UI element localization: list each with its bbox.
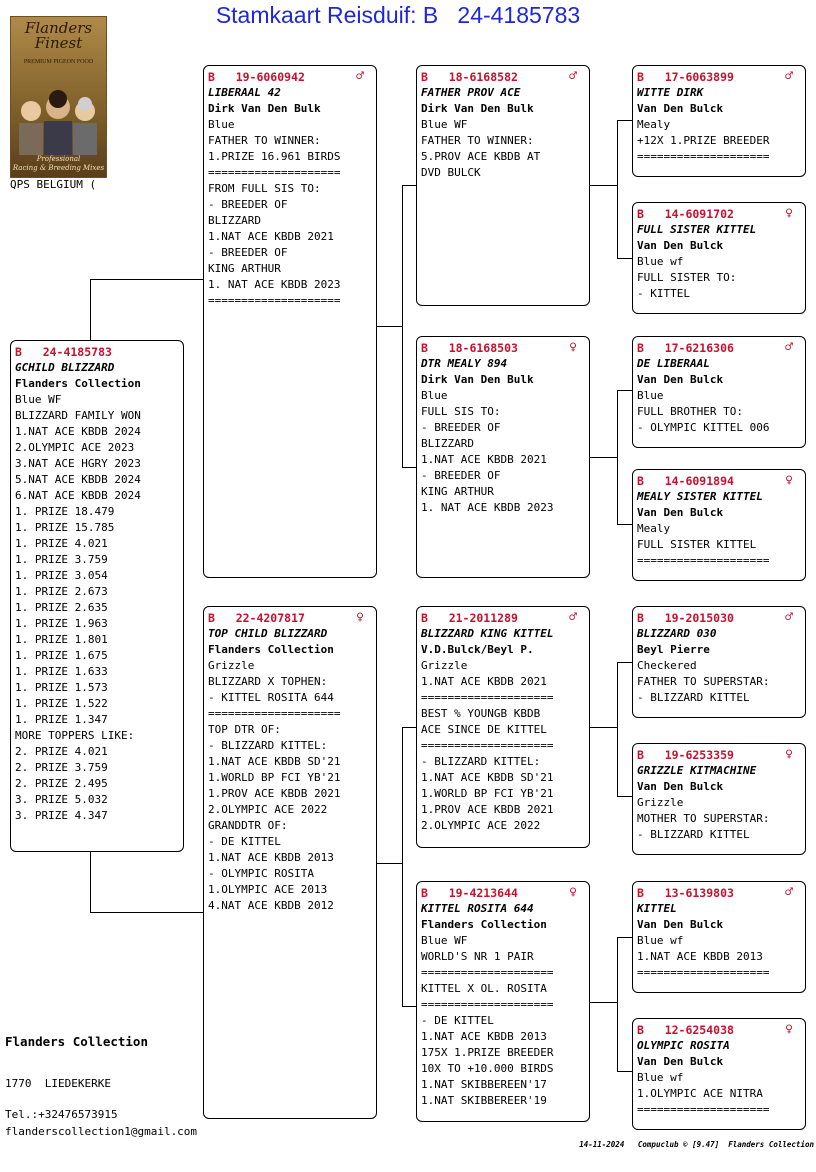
pedigree-note-line: ====================: [421, 739, 554, 752]
pigeon-card-mf-father[interactable]: [632, 606, 806, 718]
pigeon-name: TOP CHILD BLIZZARD: [208, 627, 328, 640]
pedigree-note-line: ACE SINCE DE KITTEL: [421, 723, 547, 736]
pigeon-color: Blue: [208, 118, 235, 131]
connector: [617, 258, 633, 259]
owner-name: Flanders Collection: [421, 918, 547, 931]
pigeon-name: KITTEL ROSITA 644: [421, 902, 534, 915]
pedigree-note-line: - BREEDER OF: [208, 246, 288, 259]
pedigree-note-line: 1.NAT ACE KBDB 2013: [208, 851, 334, 864]
pigeon-card-mother-father[interactable]: [416, 606, 590, 848]
pedigree-note-line: GRANDDTR OF:: [208, 819, 288, 832]
pigeon-name: GRIZZLE KITMACHINE: [637, 764, 757, 777]
pedigree-note-line: ====================: [637, 150, 770, 163]
connector: [402, 185, 403, 467]
male-icon: ♂: [356, 69, 364, 84]
pigeon-name: FULL SISTER KITTEL: [637, 223, 757, 236]
ring-number-row: [637, 610, 801, 626]
qps-label: QPS BELGIUM (: [10, 178, 97, 191]
male-icon: ♂: [785, 340, 793, 355]
ring-number-row: [421, 69, 585, 85]
pedigree-note-line: 1. PRIZE 1.347: [15, 713, 108, 726]
pigeon-color: Mealy: [637, 522, 671, 535]
pedigree-note-line: ====================: [637, 554, 770, 567]
pedigree-note-line: 6.NAT ACE KBDB 2024: [15, 489, 141, 502]
pedigree-note-line: - BREEDER OF: [421, 469, 501, 482]
pedigree-note-line: 1.NAT ACE KBDB 2021: [421, 453, 547, 466]
pedigree-note-line: 1. PRIZE 1.675: [15, 649, 108, 662]
sex-icon: [171, 344, 179, 360]
connector: [90, 279, 204, 280]
connector: [617, 937, 633, 938]
pedigree-note-line: 1. PRIZE 18.479: [15, 505, 115, 518]
ring-number: B 19-2015030: [637, 611, 734, 625]
pedigree-note-line: 1.NAT ACE KBDB 2021: [208, 230, 334, 243]
pedigree-note-line: 2. PRIZE 2.495: [15, 777, 108, 790]
male-icon: ♂: [785, 885, 793, 900]
connector: [589, 1002, 617, 1003]
connector: [589, 185, 617, 186]
pigeon-card-mother-mother[interactable]: [416, 881, 590, 1122]
pigeon-card-ff-mother[interactable]: [632, 202, 806, 314]
pedigree-note-line: - BLIZZARD KITTEL:: [208, 739, 328, 752]
pedigree-note-line: 2. PRIZE 4.021: [15, 745, 108, 758]
pedigree-note-line: 2.OLYMPIC ACE 2022: [421, 819, 541, 832]
connector: [376, 863, 402, 864]
pedigree-note-line: - BLIZZARD KITTEL: [637, 691, 750, 704]
logo-tagline: Professional Racing & Breeding Mixes: [12, 155, 105, 172]
ring-number: B 18-6168582: [421, 70, 518, 84]
pedigree-note-line: ====================: [208, 294, 341, 307]
pedigree-note-line: - KITTEL: [637, 287, 690, 300]
pedigree-note-line: KING ARTHUR: [208, 262, 281, 275]
ring-number-row: [637, 885, 801, 901]
pedigree-note-line: 10X TO +10.000 BIRDS: [421, 1062, 554, 1075]
pigeon-color: Blue: [637, 389, 664, 402]
ring-number: B 17-6216306: [637, 341, 734, 355]
pedigree-note-line: 5.NAT ACE KBDB 2024: [15, 473, 141, 486]
pigeon-card-mm-father[interactable]: [632, 881, 806, 993]
owner-name: Van Den Bulck: [637, 373, 724, 386]
pedigree-note-line: FATHER TO WINNER:: [208, 134, 321, 147]
ring-number-row: [208, 69, 372, 85]
ring-number: B 12-6254038: [637, 1023, 734, 1037]
pedigree-note-line: 1. PRIZE 1.573: [15, 681, 108, 694]
pedigree-note-line: 3.NAT ACE HGRY 2023: [15, 457, 141, 470]
pedigree-note-line: 2.OLYMPIC ACE 2023: [15, 441, 135, 454]
pedigree-note-line: DVD BULCK: [421, 166, 481, 179]
connector: [402, 727, 417, 728]
page-title: Stamkaart Reisduif: B 24-4185783: [215, 2, 581, 28]
pedigree-note-line: 1. PRIZE 3.759: [15, 553, 108, 566]
pedigree-note-line: FATHER TO WINNER:: [421, 134, 534, 147]
ring-number: B 13-6139803: [637, 886, 734, 900]
female-icon: ♀: [569, 340, 577, 355]
connector: [617, 1071, 633, 1072]
ring-number-row: [421, 340, 585, 356]
footer-email[interactable]: flanderscollection1@gmail.com: [5, 1125, 198, 1138]
female-icon: ♀: [785, 1022, 793, 1037]
pedigree-note-line: FROM FULL SIS TO:: [208, 182, 321, 195]
connector: [402, 467, 417, 468]
pedigree-note-line: KING ARTHUR: [421, 485, 494, 498]
flanders-finest-logo: [10, 16, 107, 178]
owner-name: Dirk Van Den Bulk: [421, 373, 534, 386]
ring-number-row: [15, 344, 179, 360]
pigeon-card-ff-father[interactable]: [632, 65, 806, 177]
owner-name: Flanders Collection: [208, 643, 334, 656]
pedigree-note-line: - BREEDER OF: [208, 198, 288, 211]
pedigree-note-line: MORE TOPPERS LIKE:: [15, 729, 135, 742]
pedigree-note-line: WORLD'S NR 1 PAIR: [421, 950, 534, 963]
pigeon-color: Blue wf: [637, 934, 684, 947]
pedigree-note-line: 1.NAT ACE KBDB 2024: [15, 425, 141, 438]
pigeon-name: DE LIBERAAL: [637, 357, 710, 370]
connector: [589, 457, 617, 458]
female-icon: ♀: [785, 473, 793, 488]
pedigree-note-line: 1.NAT SKIBBEREER'19: [421, 1094, 547, 1107]
pedigree-note-line: 1.NAT ACE KBDB SD'21: [208, 755, 341, 768]
pigeon-color: Blue WF: [421, 118, 468, 131]
pedigree-note-line: 5.PROV ACE KBDB AT: [421, 150, 541, 163]
pedigree-note-line: ====================: [421, 998, 554, 1011]
pedigree-note-line: 1. PRIZE 4.021: [15, 537, 108, 550]
owner-name: Van Den Bulck: [637, 506, 724, 519]
pedigree-note-line: 1. PRIZE 1.801: [15, 633, 108, 646]
pedigree-note-line: 1.PROV ACE KBDB 2021: [208, 787, 341, 800]
owner-name: Van Den Bulck: [637, 239, 724, 252]
ring-number-row: [208, 610, 372, 626]
pigeon-card-mf-mother[interactable]: [632, 743, 806, 855]
pigeon-name: MEALY SISTER KITTEL: [637, 490, 763, 503]
pigeon-card-father-father[interactable]: [416, 65, 590, 306]
ring-number: B 19-6253359: [637, 748, 734, 762]
ring-number-row: [421, 885, 585, 901]
pedigree-note-line: ====================: [208, 707, 341, 720]
owner-name: Van Den Bulck: [637, 918, 724, 931]
pigeon-color: Grizzle: [208, 659, 255, 672]
connector: [617, 937, 618, 1071]
pedigree-note-line: 1. NAT ACE KBDB 2023: [208, 278, 341, 291]
pedigree-note-line: 1. PRIZE 2.673: [15, 585, 108, 598]
pedigree-note-line: ====================: [421, 966, 554, 979]
pedigree-note-line: BLIZZARD: [421, 437, 474, 450]
pedigree-note-line: ====================: [637, 1103, 770, 1116]
connector: [589, 727, 617, 728]
owner-name: V.D.Bulck/Beyl P.: [421, 643, 534, 656]
male-icon: ♂: [785, 69, 793, 84]
footer-owner-name: Flanders Collection: [5, 1034, 148, 1049]
owner-name: Van Den Bulck: [637, 1055, 724, 1068]
ring-number: B 21-2011289: [421, 611, 518, 625]
connector: [402, 727, 403, 1006]
pedigree-note-line: 1.WORLD BP FCI YB'21: [208, 771, 341, 784]
pigeon-color: Blue wf: [637, 1071, 684, 1084]
pedigree-note-line: - DE KITTEL: [208, 835, 281, 848]
pigeon-card-father-mother[interactable]: [416, 336, 590, 578]
pedigree-note-line: +12X 1.PRIZE BREEDER: [637, 134, 770, 147]
pigeon-color: Blue wf: [637, 255, 684, 268]
pedigree-note-line: 1.OLYMPIC ACE NITRA: [637, 1087, 763, 1100]
ring-number: B 22-4207817: [208, 611, 305, 625]
owner-name: Flanders Collection: [15, 377, 141, 390]
pedigree-note-line: 1. PRIZE 2.635: [15, 601, 108, 614]
pedigree-note-line: 1.OLYMPIC ACE 2013: [208, 883, 328, 896]
pigeon-card-main[interactable]: [10, 340, 184, 852]
connector: [617, 120, 633, 121]
pigeon-name: KITTEL: [637, 902, 677, 915]
pedigree-note-line: FULL SIS TO:: [421, 405, 501, 418]
pedigree-note-line: 1. PRIZE 1.633: [15, 665, 108, 678]
pigeon-color: Blue: [421, 389, 448, 402]
connector: [617, 662, 618, 796]
pigeon-card-mm-mother[interactable]: [632, 1018, 806, 1130]
pedigree-note-line: FATHER TO SUPERSTAR:: [637, 675, 770, 688]
connector: [617, 524, 633, 525]
pedigree-note-line: BLIZZARD: [208, 214, 261, 227]
connector: [376, 326, 402, 327]
ring-number: B 17-6063899: [637, 70, 734, 84]
pigeon-card-mother[interactable]: [203, 606, 377, 1119]
pigeon-color: Checkered: [637, 659, 697, 672]
pedigree-note-line: FULL BROTHER TO:: [637, 405, 743, 418]
female-icon: ♀: [785, 206, 793, 221]
pedigree-note-line: - BLIZZARD KITTEL:: [421, 755, 541, 768]
print-stamp: 14-11-2024 Compuclub © [9.47] Flanders Collection: [579, 1140, 814, 1149]
pedigree-note-line: FULL SISTER KITTEL: [637, 538, 757, 551]
pedigree-note-line: 1.NAT ACE KBDB 2013: [421, 1030, 547, 1043]
ring-number: B 19-4213644: [421, 886, 518, 900]
ring-number-row: [637, 69, 801, 85]
pigeon-name: GCHILD BLIZZARD: [15, 361, 115, 374]
pigeon-card-father[interactable]: [203, 65, 377, 578]
owner-name: Van Den Bulck: [637, 102, 724, 115]
pigeon-color: Blue WF: [421, 934, 468, 947]
footer-address: 1770 LIEDEKERKE: [5, 1077, 111, 1090]
pigeon-name: BLIZZARD KING KITTEL: [421, 627, 554, 640]
ring-number: B 24-4185783: [15, 345, 112, 359]
pedigree-note-line: BLIZZARD FAMILY WON: [15, 409, 141, 422]
connector: [90, 912, 204, 913]
pigeon-color: Mealy: [637, 118, 671, 131]
pigeon-color: Blue WF: [15, 393, 62, 406]
female-icon: ♀: [785, 747, 793, 762]
pigeon-color: Grizzle: [637, 796, 684, 809]
pigeon-name: DTR MEALY 894: [421, 357, 508, 370]
ring-number-row: [637, 206, 801, 222]
pedigree-note-line: 1.PROV ACE KBDB 2021: [421, 803, 554, 816]
connector: [617, 390, 618, 524]
ring-number-row: [637, 747, 801, 763]
connector: [402, 1006, 417, 1007]
pedigree-note-line: ====================: [637, 966, 770, 979]
pedigree-note-line: 1. NAT ACE KBDB 2023: [421, 501, 554, 514]
connector: [90, 851, 91, 912]
pedigree-note-line: 1.NAT ACE KBDB SD'21: [421, 771, 554, 784]
owner-name: Van Den Bulck: [637, 780, 724, 793]
owner-name: Beyl Pierre: [637, 643, 710, 656]
pedigree-note-line: KITTEL X OL. ROSITA: [421, 982, 547, 995]
pedigree-note-line: 1.NAT SKIBBEREEN'17: [421, 1078, 547, 1091]
pedigree-note-line: 1. PRIZE 15.785: [15, 521, 115, 534]
pigeon-card-fm-father[interactable]: [632, 336, 806, 448]
ring-number: B 14-6091702: [637, 207, 734, 221]
female-icon: ♀: [356, 610, 364, 625]
pedigree-note-line: 1.NAT ACE KBDB 2021: [421, 675, 547, 688]
pedigree-note-line: - OLYMPIC KITTEL 006: [637, 421, 770, 434]
logo-subtitle: PREMIUM PIGEON FOOD: [23, 59, 94, 65]
pigeon-color: Grizzle: [421, 659, 468, 672]
pedigree-note-line: 1. PRIZE 1.522: [15, 697, 108, 710]
pedigree-note-line: BEST % YOUNGB KBDB: [421, 707, 541, 720]
ring-number-row: [421, 610, 585, 626]
pedigree-note-line: - KITTEL ROSITA 644: [208, 691, 334, 704]
pedigree-note-line: 2. PRIZE 3.759: [15, 761, 108, 774]
pedigree-note-line: TOP DTR OF:: [208, 723, 281, 736]
owner-name: Dirk Van Den Bulk: [208, 102, 321, 115]
pedigree-note-line: 1.WORLD BP FCI YB'21: [421, 787, 554, 800]
pedigree-note-line: - OLYMPIC ROSITA: [208, 867, 314, 880]
male-icon: ♂: [785, 610, 793, 625]
pedigree-note-line: ====================: [208, 166, 341, 179]
pedigree-note-line: MOTHER TO SUPERSTAR:: [637, 812, 770, 825]
pedigree-note-line: 1. PRIZE 3.054: [15, 569, 108, 582]
pigeon-name: LIBERAAL 42: [208, 86, 281, 99]
ring-number-row: [637, 340, 801, 356]
pigeon-name: FATHER PROV ACE: [421, 86, 521, 99]
pedigree-note-line: 2.OLYMPIC ACE 2022: [208, 803, 328, 816]
ring-number-row: [637, 1022, 801, 1038]
owner-name: Dirk Van Den Bulk: [421, 102, 534, 115]
connector: [90, 279, 91, 340]
female-icon: ♀: [569, 885, 577, 900]
pedigree-note-line: 3. PRIZE 5.032: [15, 793, 108, 806]
male-icon: ♂: [569, 69, 577, 84]
male-icon: ♂: [569, 610, 577, 625]
connector: [617, 796, 633, 797]
logo-brand: Flanders Finest: [24, 19, 93, 52]
pedigree-note-line: ====================: [421, 691, 554, 704]
ring-number: B 14-6091894: [637, 474, 734, 488]
pedigree-note-line: BLIZZARD X TOPHEN:: [208, 675, 328, 688]
pedigree-note-line: 1.PRIZE 16.961 BIRDS: [208, 150, 341, 163]
pedigree-note-line: 4.NAT ACE KBDB 2012: [208, 899, 334, 912]
pedigree-note-line: 175X 1.PRIZE BREEDER: [421, 1046, 554, 1059]
pedigree-note-line: FULL SISTER TO:: [637, 271, 737, 284]
pedigree-note-line: 1. PRIZE 1.963: [15, 617, 108, 630]
footer-phone: Tel.:+32476573915: [5, 1108, 118, 1121]
connector: [617, 390, 633, 391]
pedigree-note-line: - BLIZZARD KITTEL: [637, 828, 750, 841]
pigeon-name: BLIZZARD 030: [637, 627, 717, 640]
logo-people-image: [15, 89, 101, 155]
pedigree-note-line: - DE KITTEL: [421, 1014, 494, 1027]
pigeon-name: WITTE DIRK: [637, 86, 704, 99]
connector: [617, 120, 618, 258]
ring-number-row: [637, 473, 801, 489]
ring-number: B 19-6060942: [208, 70, 305, 84]
ring-number: B 18-6168503: [421, 341, 518, 355]
pedigree-note-line: 3. PRIZE 4.347: [15, 809, 108, 822]
connector: [402, 185, 417, 186]
pigeon-name: OLYMPIC ROSITA: [637, 1039, 730, 1052]
pedigree-note-line: 1.NAT ACE KBDB 2013: [637, 950, 763, 963]
connector: [617, 662, 633, 663]
pigeon-card-fm-mother[interactable]: [632, 469, 806, 581]
pedigree-note-line: - BREEDER OF: [421, 421, 501, 434]
